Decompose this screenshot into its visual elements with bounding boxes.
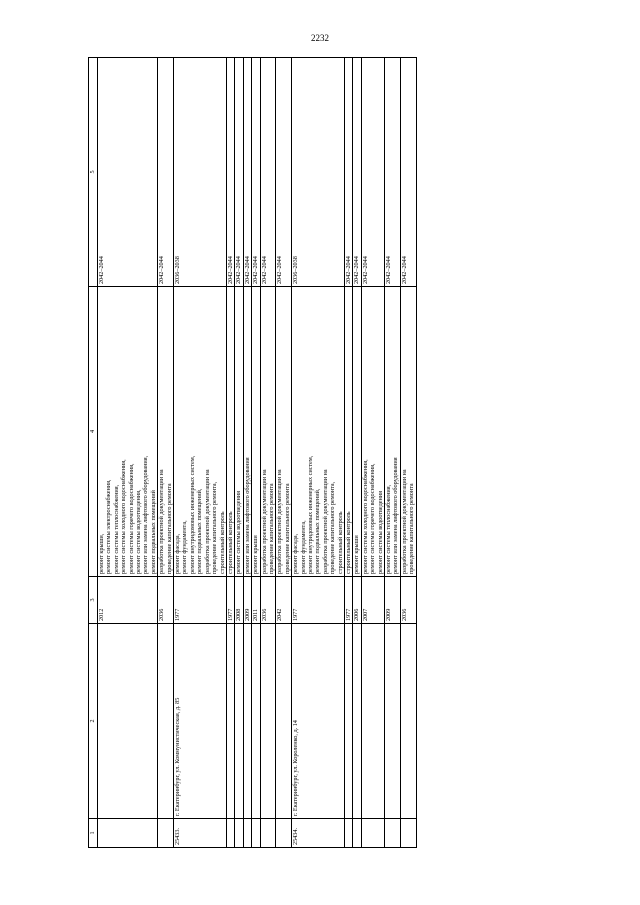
work-item: проведение капитального ремонта: [408, 483, 416, 574]
work-item: ремонт системы водоотведения: [376, 491, 384, 574]
table-row: [292, 58, 345, 848]
works-cell: [353, 287, 361, 577]
work-item: разработка проектной документации на: [400, 469, 408, 574]
table-row: [361, 58, 384, 848]
year-cell: 2012: [98, 577, 158, 624]
table-row: [260, 58, 276, 848]
table-row: [385, 58, 401, 848]
work-item: ремонт подвальных помещений,: [196, 488, 204, 574]
row-number-cell: [252, 819, 260, 848]
address-cell: г. Екатеринбург, ул. Короленко, д. 14: [292, 624, 345, 819]
address-cell: [345, 624, 353, 819]
year-cell: 1977: [345, 577, 353, 624]
works-cell: [158, 287, 174, 577]
works-cell: [260, 287, 276, 577]
year-cell: 2006: [353, 577, 361, 624]
row-number-cell: 25433.: [174, 819, 227, 848]
work-item: ремонт системы электроснабжения,: [105, 479, 113, 574]
period-cell: 2042–2044: [226, 58, 234, 287]
row-number-cell: [385, 819, 401, 848]
address-cell: [260, 624, 276, 819]
period-cell: 2042–2044: [345, 58, 353, 287]
work-item: строительный контроль: [336, 511, 344, 574]
work-item: ремонт или замена лифтового оборудования,: [142, 455, 150, 574]
address-cell: [235, 624, 243, 819]
work-item: проведение капитального ремонта,: [329, 481, 337, 574]
header-cell-4: 4: [89, 287, 98, 577]
row-number-cell: [345, 819, 353, 848]
work-item: ремонт крыши,: [98, 533, 105, 574]
period-cell: 2036–2038: [292, 58, 345, 287]
address-cell: [252, 624, 260, 819]
work-item: ремонт системы холодного водоснабжения,: [361, 459, 369, 574]
row-number-cell: [353, 819, 361, 848]
year-cell: 2036: [400, 577, 416, 624]
period-cell: 2042–2044: [361, 58, 384, 287]
page-number: 2232: [311, 33, 329, 43]
period-cell: 2042–2044: [400, 58, 416, 287]
work-item: разработка проектной документации на: [260, 469, 268, 574]
row-number-cell: [400, 819, 416, 848]
work-item: ремонт внутридомовых инженерных систем,: [188, 455, 196, 574]
repair-schedule-table: [88, 57, 417, 848]
address-cell: [361, 624, 384, 819]
works-cell: [385, 287, 401, 577]
header-cell-5: 5: [89, 58, 98, 287]
period-cell: 2042–2044: [158, 58, 174, 287]
year-cell: 2008: [235, 577, 243, 624]
work-item: ремонт фундамента,: [299, 520, 307, 574]
work-item: ремонт крыши: [353, 535, 361, 574]
work-item: ремонт подвальных помещений,: [314, 488, 322, 574]
period-cell: 2042–2044: [98, 58, 158, 287]
year-cell: 1977: [174, 577, 227, 624]
work-item: разработка проектной документации на: [203, 469, 211, 574]
row-number-cell: [226, 819, 234, 848]
work-item: строительный контроль: [226, 511, 234, 574]
works-cell: [98, 287, 158, 577]
works-cell: [174, 287, 227, 577]
year-cell: 2036: [158, 577, 174, 624]
row-number-cell: [361, 819, 384, 848]
work-item: ремонт системы водоотведения,: [135, 489, 143, 574]
year-cell: 2011: [252, 577, 260, 624]
works-cell: [252, 287, 260, 577]
work-item: проведение капитального ремонта: [267, 483, 275, 574]
work-item: проведение капитального ремонта: [283, 483, 291, 574]
period-cell: 2042–2044: [252, 58, 260, 287]
table-row: [400, 58, 416, 848]
work-item: проведение капитального ремонта,: [211, 481, 219, 574]
year-cell: 1977: [292, 577, 345, 624]
works-cell: [226, 287, 234, 577]
table-row: [98, 58, 158, 848]
row-number-cell: [158, 819, 174, 848]
row-number-cell: 25434.: [292, 819, 345, 848]
work-item: разработка проектной документации на: [158, 469, 166, 574]
row-number-cell: [98, 819, 158, 848]
table-row: [243, 58, 251, 848]
work-item: ремонт системы холодного водоснабжения,: [120, 459, 128, 574]
row-number-cell: [243, 819, 251, 848]
work-item: строительный контроль: [218, 511, 226, 574]
work-item: ремонт фундамента,: [181, 520, 189, 574]
header-row: [89, 58, 98, 848]
table-row: [174, 58, 227, 848]
period-cell: 2036–2038: [174, 58, 227, 287]
works-cell: [400, 287, 416, 577]
works-cell: [345, 287, 353, 577]
works-cell: [361, 287, 384, 577]
work-item: ремонт системы водоотведения: [235, 491, 243, 574]
work-item: ремонт системы теплоснабжения,: [112, 484, 120, 574]
row-number-cell: [235, 819, 243, 848]
work-item: ремонт системы теплоснабжения,: [385, 484, 393, 574]
table-wrapper: [88, 83, 600, 848]
address-cell: [98, 624, 158, 819]
table-row: [235, 58, 243, 848]
work-item: ремонт или замена лифтового оборудования: [392, 457, 400, 574]
table-row: [276, 58, 292, 848]
work-item: ремонт или замена лифтового оборудования: [243, 457, 251, 574]
address-cell: [158, 624, 174, 819]
works-cell: [235, 287, 243, 577]
period-cell: 2042–2044: [276, 58, 292, 287]
table-row: [345, 58, 353, 848]
period-cell: 2042–2044: [235, 58, 243, 287]
year-cell: 2009: [243, 577, 251, 624]
table-row: [226, 58, 234, 848]
works-cell: [276, 287, 292, 577]
year-cell: 2009: [385, 577, 401, 624]
address-cell: г. Екатеринбург, ул. Коммунистическая, д. 85: [174, 624, 227, 819]
header-cell-1: 1: [89, 819, 98, 848]
period-cell: 2042–2044: [260, 58, 276, 287]
year-cell: 2042: [276, 577, 292, 624]
header-cell-2: 2: [89, 624, 98, 819]
work-item: ремонт системы горячего водоснабжения,: [127, 463, 135, 574]
work-item: разработка проектной документации на: [321, 469, 329, 574]
work-item: ремонт фасада,: [174, 533, 182, 574]
period-cell: 2042–2044: [243, 58, 251, 287]
year-cell: 2007: [361, 577, 384, 624]
work-item: строительный контроль: [345, 511, 352, 574]
period-cell: 2042–2044: [353, 58, 361, 287]
header-cell-3: 3: [89, 577, 98, 624]
table-row: [353, 58, 361, 848]
work-item: ремонт крыши: [252, 535, 260, 574]
work-item: ремонт системы горячего водоснабжения,: [369, 463, 377, 574]
table-row: [158, 58, 174, 848]
address-cell: [243, 624, 251, 819]
address-cell: [400, 624, 416, 819]
row-number-cell: [260, 819, 276, 848]
period-cell: 2042–2044: [385, 58, 401, 287]
table-row: [252, 58, 260, 848]
work-item: ремонт подвальных помещений: [149, 490, 157, 574]
address-cell: [226, 624, 234, 819]
works-cell: [292, 287, 345, 577]
work-item: разработка проектной документации на: [276, 469, 284, 574]
work-item: проведение капитального ремонта: [165, 483, 173, 574]
work-item: ремонт фасада,: [292, 533, 300, 574]
year-cell: 1977: [226, 577, 234, 624]
row-number-cell: [276, 819, 292, 848]
address-cell: [276, 624, 292, 819]
address-cell: [353, 624, 361, 819]
year-cell: 2036: [260, 577, 276, 624]
address-cell: [385, 624, 401, 819]
works-cell: [243, 287, 251, 577]
work-item: ремонт внутридомовых инженерных систем,: [306, 455, 314, 574]
